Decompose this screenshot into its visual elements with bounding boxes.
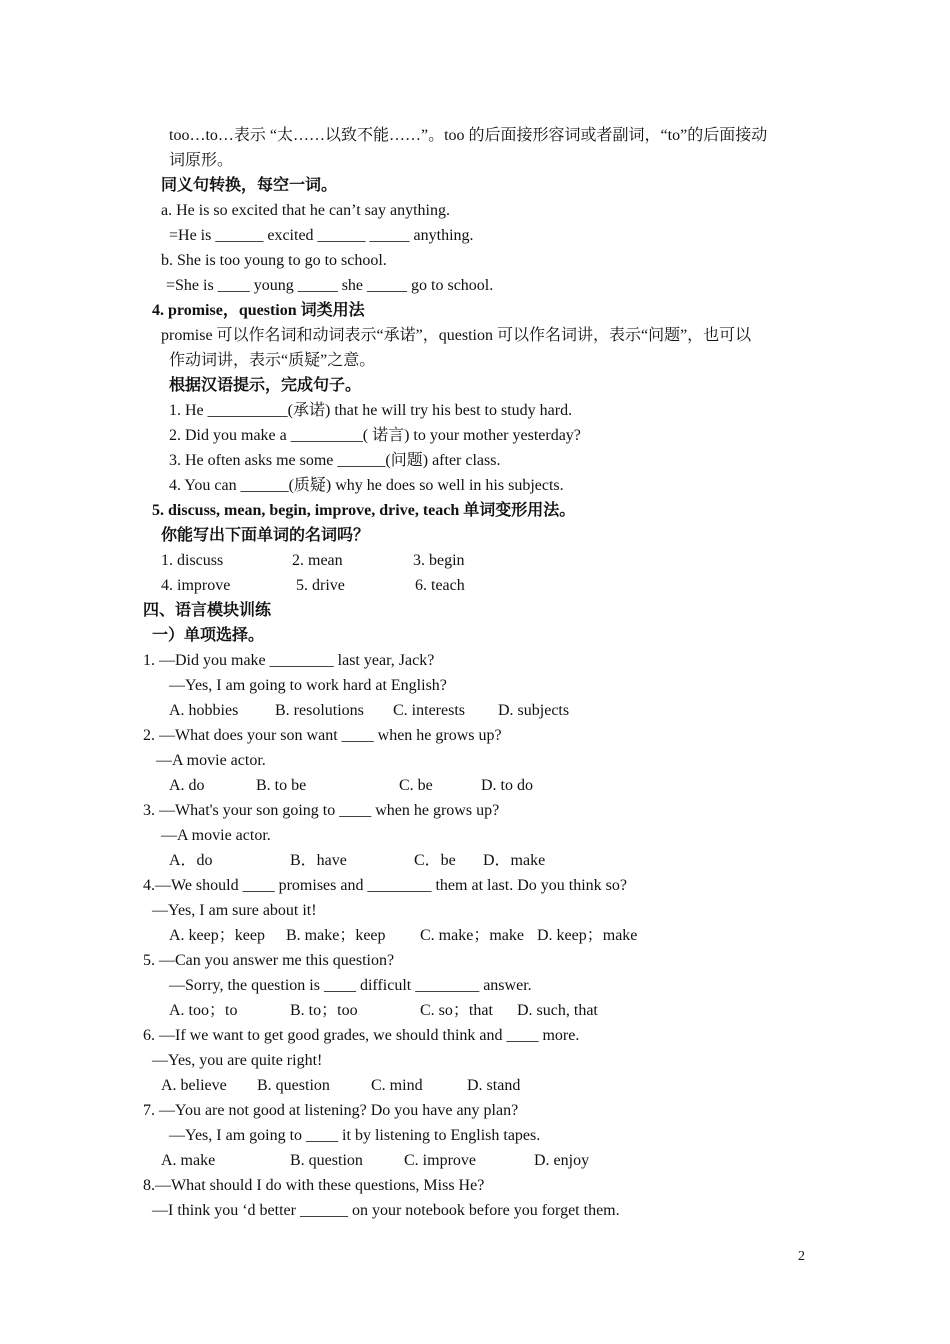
- text-line: B. make；keep: [286, 927, 386, 944]
- text-line: D. keep；make: [537, 927, 638, 944]
- text-line: 作动词讲，表示“质疑”之意。: [169, 352, 376, 369]
- text-line: —Yes, I am going to ____ it by listening to English tapes.: [169, 1127, 541, 1144]
- text-line: 5. drive: [296, 577, 345, 594]
- text-line: C. interests: [393, 702, 465, 719]
- text-line: b. She is too young to go to school.: [161, 252, 387, 269]
- text-line: D. enjoy: [534, 1152, 590, 1169]
- text-line: 7. —You are not good at listening? Do you have any plan?: [143, 1102, 519, 1119]
- text-line: A. hobbies: [169, 702, 239, 719]
- text-line: B．have: [290, 852, 347, 869]
- text-line: 6. teach: [415, 577, 465, 594]
- text-line: A. keep；keep: [169, 927, 265, 944]
- text-line: —A movie actor.: [161, 827, 271, 844]
- text-line: 4. improve: [161, 577, 231, 594]
- text-line: C. improve: [404, 1152, 476, 1169]
- text-line: 4. You can ______(质疑) why he does so well in his subjects.: [169, 477, 564, 494]
- text-line: promise 可以作名词和动词表示“承诺”，question 可以作名词讲，表示“问题”，也可以: [161, 327, 752, 344]
- text-line: a. He is so excited that he can’t say anything.: [161, 202, 450, 219]
- text-line: 词原形。: [169, 152, 234, 169]
- section-heading: 5. discuss, mean, begin, improve, drive, teach 单词变形用法。: [152, 502, 576, 519]
- text-line: 3. begin: [413, 552, 465, 569]
- text-line: —Yes, I am sure about it!: [152, 902, 317, 919]
- text-line: A. make: [161, 1152, 216, 1169]
- text-line: D. stand: [467, 1077, 521, 1094]
- text-line: D．make: [483, 852, 546, 869]
- text-line: C. make；make: [420, 927, 524, 944]
- text-line: 4.—We should ____ promises and ________ them at last. Do you think so?: [143, 877, 627, 894]
- text-line: 1. —Did you make ________ last year, Jack?: [143, 652, 435, 669]
- section-heading: 根据汉语提示，完成句子。: [169, 377, 362, 394]
- text-line: C. mind: [371, 1077, 423, 1094]
- text-line: too…to…表示 “太……以致不能……”。too 的后面接形容词或者副词，“to”的后面接动: [169, 127, 768, 144]
- text-line: =She is ____ young _____ she _____ go to school.: [166, 277, 494, 294]
- text-line: C．be: [414, 852, 456, 869]
- text-line: B. to be: [256, 777, 307, 794]
- text-line: C. be: [399, 777, 433, 794]
- section-heading: 一）单项选择。: [152, 627, 265, 644]
- text-line: 8.—What should I do with these questions, Miss He?: [143, 1177, 485, 1194]
- text-line: —Yes, I am going to work hard at English?: [169, 677, 447, 694]
- text-line: 1. He __________(承诺) that he will try his best to study hard.: [169, 402, 573, 419]
- page-number: 2: [798, 1249, 805, 1264]
- text-line: B. question: [290, 1152, 363, 1169]
- text-line: 2. —What does your son want ____ when he grows up?: [143, 727, 502, 744]
- text-line: —Sorry, the question is ____ difficult ________ answer.: [169, 977, 532, 994]
- text-line: D. to do: [481, 777, 533, 794]
- text-line: A. too；to: [169, 1002, 238, 1019]
- section-heading: 你能写出下面单词的名词吗？: [161, 527, 370, 544]
- text-line: D. such, that: [517, 1002, 598, 1019]
- text-line: 2. mean: [292, 552, 343, 569]
- text-line: A．do: [169, 852, 213, 869]
- text-line: C. so；that: [420, 1002, 493, 1019]
- text-line: 2. Did you make a _________( 诺言) to your mother yesterday?: [169, 427, 581, 444]
- text-line: B. question: [257, 1077, 330, 1094]
- text-line: 5. —Can you answer me this question?: [143, 952, 395, 969]
- text-line: A. do: [169, 777, 205, 794]
- text-line: 3. He often asks me some ______(问题) after class.: [169, 452, 501, 469]
- text-line: 3. —What's your son going to ____ when he grows up?: [143, 802, 500, 819]
- text-line: 6. —If we want to get good grades, we should think and ____ more.: [143, 1027, 580, 1044]
- section-heading: 4. promise，question 词类用法: [152, 302, 365, 319]
- text-line: 1. discuss: [161, 552, 224, 569]
- section-heading: 同义句转换，每空一词。: [161, 177, 338, 194]
- text-line: —I think you ‘d better ______ on your notebook before you forget them.: [152, 1202, 620, 1219]
- text-line: —A movie actor.: [156, 752, 266, 769]
- section-heading: 四、语言模块训练: [143, 602, 272, 619]
- text-line: A. believe: [161, 1077, 227, 1094]
- text-line: B. resolutions: [275, 702, 364, 719]
- text-line: —Yes, you are quite right!: [152, 1052, 323, 1069]
- text-line: B. to；too: [290, 1002, 358, 1019]
- text-line: =He is ______ excited ______ _____ anything.: [169, 227, 474, 244]
- text-line: D. subjects: [498, 702, 570, 719]
